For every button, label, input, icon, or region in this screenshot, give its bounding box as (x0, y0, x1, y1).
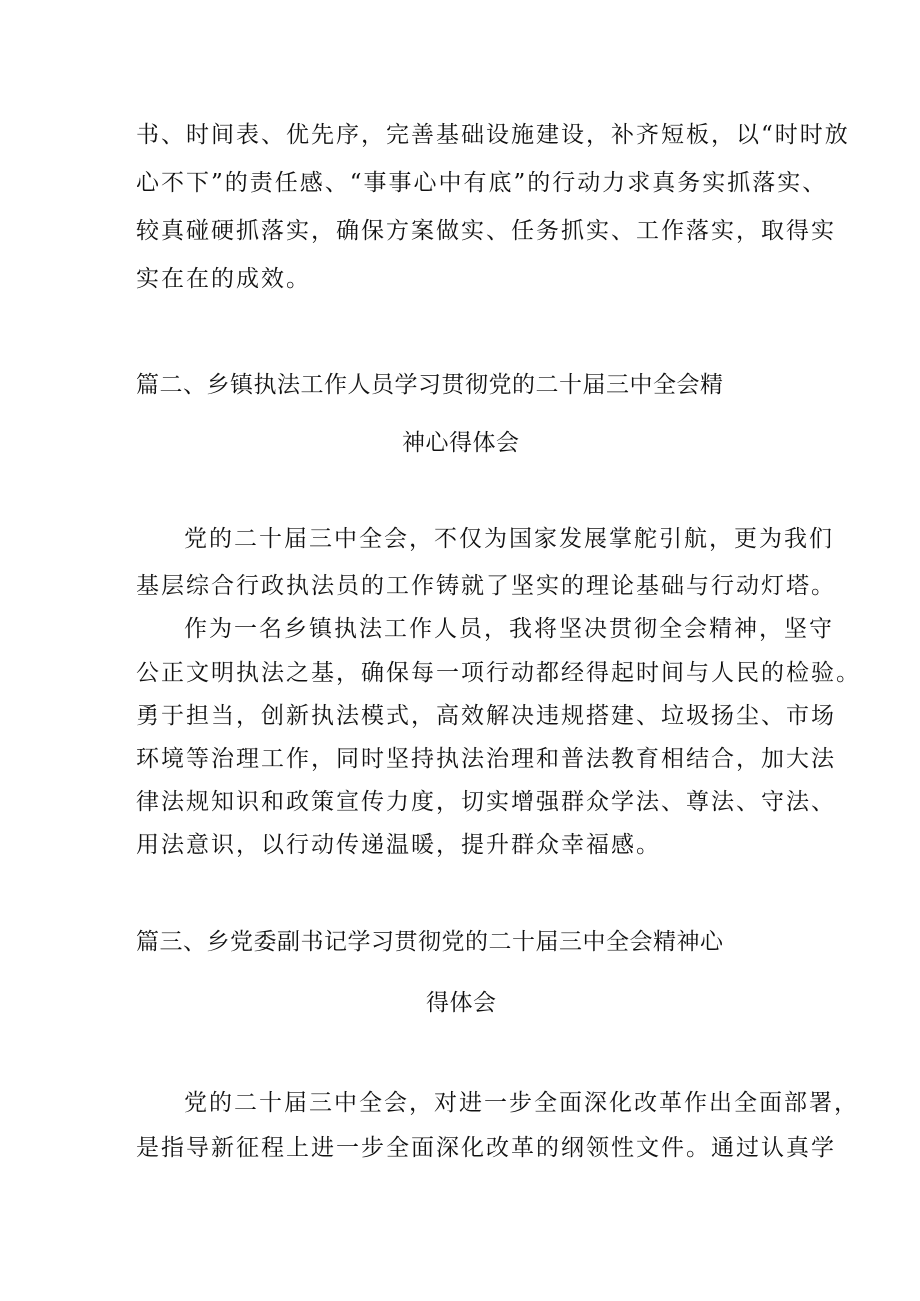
section-2-title-line-1: 篇二、乡镇执法工作人员学习贯彻党的二十届三中全会精 (136, 372, 724, 398)
text-line: 环境等治理工作，同时坚持执法治理和普法教育相结合，加大法 (136, 746, 836, 772)
text-line: 基层综合行政执法员的工作铸就了坚实的理论基础与行动灯塔。 (136, 573, 836, 599)
text-line: 党的二十届三中全会，不仅为国家发展掌舵引航，更为我们 (184, 526, 834, 552)
text-line: 较真碰硬抓落实，确保方案做实、任务抓实、工作落实，取得实 (136, 218, 836, 244)
text-line: 心不下”的责任感、“事事心中有底”的行动力求真务实抓落实、 (136, 170, 828, 196)
text-line: 用法意识，以行动传递温暖，提升群众幸福感。 (136, 832, 661, 858)
text-line: 作为一名乡镇执法工作人员，我将坚决贯彻全会精神，坚守 (184, 616, 834, 642)
text-line: 书、时间表、优先序，完善基础设施建设，补齐短板，以“时时放 (136, 122, 850, 148)
text-line: 勇于担当，创新执法模式，高效解决违规搭建、垃圾扬尘、市场 (136, 703, 836, 729)
text-line: 公正文明执法之基，确保每一项行动都经得起时间与人民的检验。 (136, 660, 861, 686)
text-line: 律法规知识和政策宣传力度，切实增强群众学法、尊法、守法、 (136, 789, 836, 815)
text-line: 是指导新征程上进一步全面深化改革的纲领性文件。通过认真学 (136, 1135, 836, 1161)
section-2-title-line-2: 神心得体会 (402, 430, 520, 456)
text-line: 实在在的成效。 (136, 266, 311, 292)
section-3-title-line-1: 篇三、乡党委副书记学习贯彻党的二十届三中全会精神心 (136, 929, 724, 955)
text-line: 党的二十届三中全会，对进一步全面深化改革作出全面部署， (184, 1090, 859, 1116)
section-3-title-line-2: 得体会 (426, 990, 497, 1016)
